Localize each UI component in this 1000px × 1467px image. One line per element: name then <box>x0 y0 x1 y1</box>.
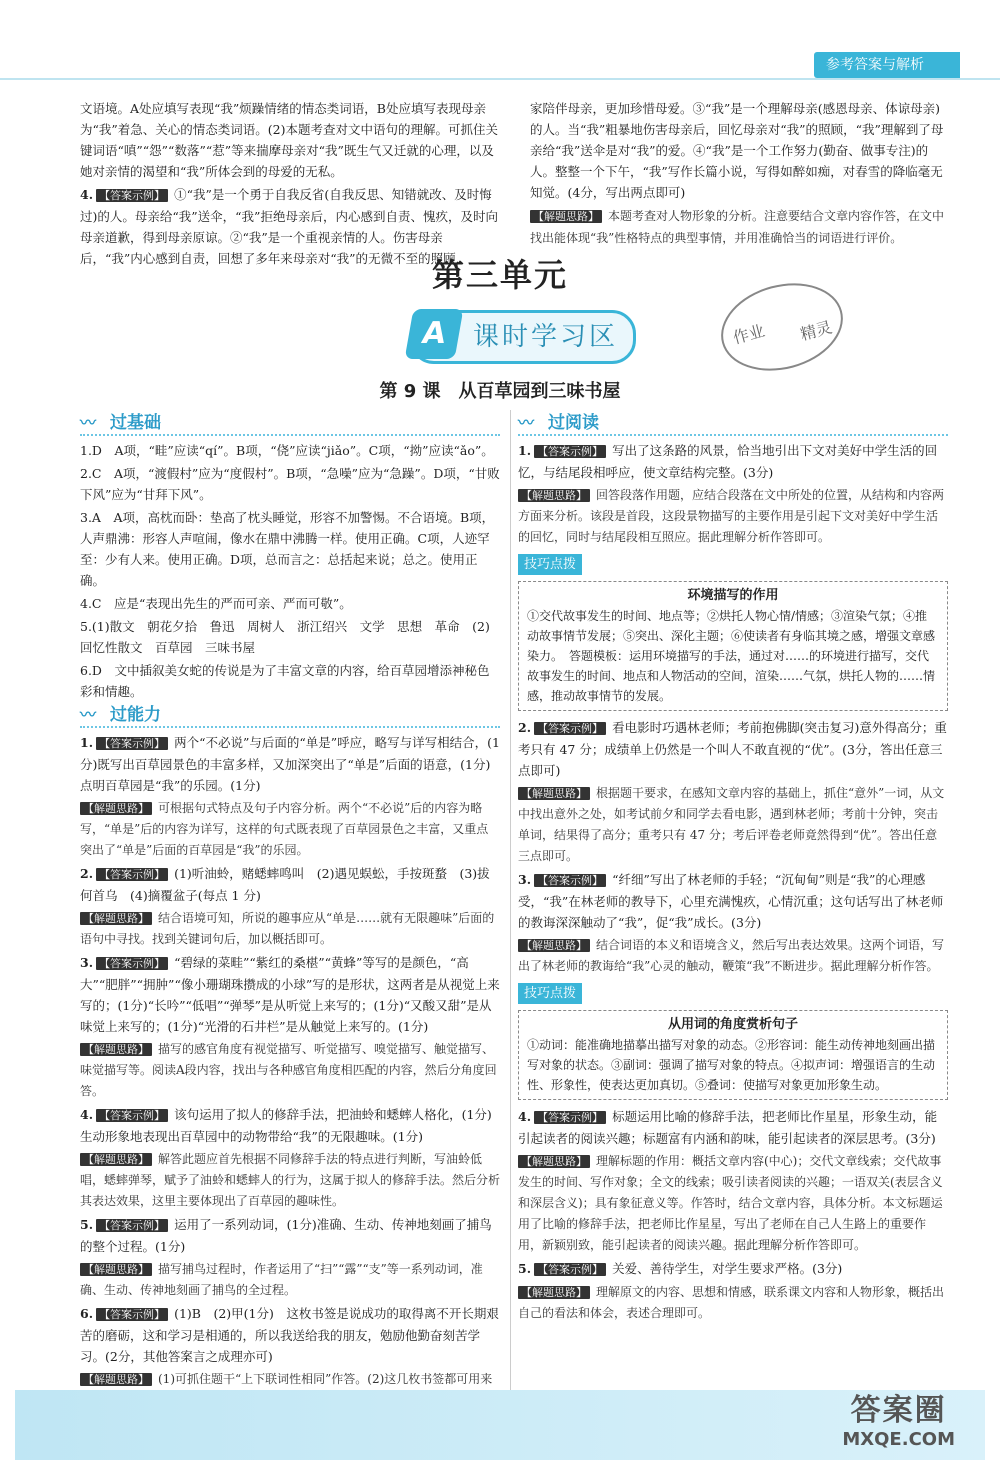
lesson-title: 第 9 课 从百草园到三味书屋 <box>379 381 621 402</box>
zone-letter: A <box>405 309 464 359</box>
watermark: 答案圈 MXQE.COM <box>842 1393 955 1450</box>
top-right-text: 家陪伴母亲，更加珍惜母爱。③“我”是一个理解母亲(感恩母亲、体谅母亲)的人。当“我”粗暴地伤害母亲后，回忆母亲对“我”的照顾，“我”理解到了母亲给“我”送伞是对“我”的爱。④“我”是一个工作努力(勤奋、做事专注)的人。整整一个下午，“我”写作长篇小说，写得如醉如痴，对春雪的降临毫无知觉。(4分，写出两点即可) <box>530 101 944 200</box>
section-basics: 〰 过基础 <box>80 412 500 436</box>
footer-band <box>15 1390 985 1460</box>
reading-q1: 1. 【答案示例】 写出了这条路的风景，恰当地引出下文对美好中学生活的回忆，与结尾段相呼应，使文章结构完整。(3分) <box>518 443 938 480</box>
basic-item: 1.D A项，“畦”应读“qí”。B项，“侥”应读“jiǎo”。C项，“拗”应读“ǎo”。 <box>80 443 494 458</box>
section-ability: 〰 过能力 <box>80 704 500 728</box>
ability-q1-exp: 【解题思路】 可根据句式特点及句子内容分析。两个“不必说”后的内容为略写，“单是”后的内容为详写，这样的句式既表现了百草园景色之丰富，又重点突出了“单是”后面的百草园是“我”的乐园。 <box>80 801 489 857</box>
column-divider <box>510 410 511 1390</box>
ability-q5: 5. 【答案示例】 运用了一系列动词，(1分)准确、生动、传神地刻画了捕鸟的整个过程。(1分) <box>80 1217 492 1254</box>
reading-q2-exp: 【解题思路】 根据题干要求，在感知文章内容的基础上，抓住“意外”一词，从文中找出意外之处，如考试前夕和同学去看电影，遇到林老师；考前十分钟，突击单词，结果得了高分；重考只有 47 分；考后评卷老师竟然得到“优”。答出任意三点即可。 <box>518 786 945 863</box>
top-left-text: 文语境。A处应填写表现“我”烦躁情绪的情态类词语，B处应填写表现母亲为“我”着急、关心的情态类词语。(2)本题考查对文中语句的理解。可抓住关键词语“嗔”“怨”“数落”“惹”等来揣摩母亲对“我”既生气又迁就的心理，以及她对亲情的渴望和“我”所体会到的母爱的无私。 <box>80 101 498 179</box>
left-column <box>80 410 500 1413</box>
reading-q2: 2. 【答案示例】 看电影时巧遇林老师；考前抱佛脚(突击复习)意外得高分；重考只有 47 分；成绩单上仍然是一个叫人不敢直视的“优”。(3分，答出任意三点即可) <box>518 720 947 778</box>
top-right-explain: 【解题思路】 本题考查对人物形象的分析。注意要结合文章内容作答，在文中找出能体现“我”性格特点的典型事情，并用准确恰当的词语进行评价。 <box>530 209 945 245</box>
tip-badge: 技巧点拨 <box>518 554 582 575</box>
study-zone-banner <box>410 310 636 364</box>
homework-stamp: 作业 精灵 <box>711 270 853 383</box>
header-tab: 参考答案与解析 <box>814 52 960 78</box>
basic-item: 4.C 应是“表现出先生的严而可亲、严而可敬”。 <box>80 596 352 611</box>
ability-q4-exp: 【解题思路】 解答此题应首先根据不同修辞手法的特点进行判断，写油蛉低唱，蟋蟀弹琴，赋予了油蛉和蟋蟀人的行为，这属于拟人的修辞手法。然后分析其表达效果，这里主要体现出了百草园的趣味性。 <box>80 1152 501 1208</box>
top-left-column <box>80 98 505 271</box>
zone-label: 课时学习区 <box>473 322 619 352</box>
reading-q1-exp: 【解题思路】 回答段落作用题，应结合段落在文中所处的位置，从结构和内容两方面来分析。该段是首段，这段景物描写的主要作用是引起下文对美好中学生活的回忆，同时与结尾段相互照应。据此理解分析作答即可。 <box>518 488 945 544</box>
basic-item: 5.(1)散文 朝花夕拾 鲁迅 周树人 浙江绍兴 文学 思想 革命 (2)回忆性散文 百草园 三味书屋 <box>80 619 490 655</box>
top-left-q4: 4. 【答案示例】 ①“我”是一个勇于自我反省(自我反思、知错就改、及时悔过)的人。母亲给“我”送伞，“我”拒绝母亲后，内心感到自责、愧疚，及时向母亲道歉，得到母亲原谅。②“我”是一个重视亲情的人。伤害母亲后，“我”内心感到自责，回想了多年来母亲对“我”的无微不至的照顾， <box>80 187 498 266</box>
basic-item: 6.D 文中插叙美女蛇的传说是为了丰富文章的内容，给百草园增添神秘色彩和情趣。 <box>80 663 490 699</box>
reading-q5: 5. 【答案示例】 关爱、善待学生，对学生要求严格。(3分) <box>518 1261 843 1276</box>
ability-q4: 4. 【答案示例】 该句运用了拟人的修辞手法，把油蛉和蟋蟀人格化，(1分)生动形象地表现出百草园中的动物带给“我”的无限趣味。(1分) <box>80 1107 492 1144</box>
reading-q3: 3. 【答案示例】 “纤细”写出了林老师的手轻；“沉甸甸”则是“我”的心理感受，“我”在林老师的教导下，心里充满愧疚，心情沉重；这句话写出了林老师的教诲深深触动了“我”，促“我”成长。(3分) <box>518 872 944 930</box>
right-column <box>518 410 948 1326</box>
reading-q5-exp: 【解题思路】 理解原文的内容、思想和情感，联系课文内容和人物形象，概括出自己的看法和体会，表述合理即可。 <box>518 1285 945 1320</box>
section-reading: 〰 过阅读 <box>518 412 948 436</box>
unit-title: 第三单元 <box>431 256 568 294</box>
header-divider <box>0 78 1000 80</box>
ability-q1: 1. 【答案示例】 两个“不必说”与后面的“单是”呼应，略写与详写相结合，(1分)既写出百草园景色的丰富多样，又加深突出了“单是”后面的语意，(1分)点明百草园是“我”的乐园。(1分) <box>80 735 500 793</box>
tip-box-wording: 从用词的角度赏析句子 ①动词：能准确地描摹出描写对象的动态。②形容词：能生动传神地刻画出描写对象的状态。③副词：强调了描写对象的特点。④拟声词：增强语言的生动性、形象性，使表达更加真切。⑤叠词：使描写对象更加形象生动。 <box>518 1010 948 1100</box>
ability-q6-exp: 【解题思路】 (1)可抓住题干“上下联词性相同”作答。(2)这几枚书签都可用来 <box>80 1369 500 1411</box>
tip-badge: 技巧点拨 <box>518 983 582 1004</box>
ability-q3: 3. 【答案示例】 “碧绿的菜畦”“紫红的桑椹”“黄蜂”等写的是颜色，“高大”“肥胖”“拥肿”“像小珊瑚珠攒成的小球”写的是形状，这两者是从视觉上来写的；(1分)“长吟”“低唱”“弹琴”是从听觉上来写的；(1分)“又酸又甜”是从味觉上来写的；(1分)“光滑的石井栏”是从触觉上来写的。(1分) <box>80 955 500 1034</box>
tip-box-environment: 环境描写的作用 ①交代故事发生的时间、地点等；②烘托人物心情/情感；③渲染气氛；④推动故事情节发展；⑤突出、深化主题；⑥使读者有身临其境之感，增强文章感染力。 答题模板：运用环境描写的手法，通过对……的环境进行描写，交代故事发生的时间、地点和人物活动的空间，渲染……气氛，烘托人物的……情感，推动故事情节的发展。 <box>518 581 948 711</box>
basic-item: 3.A A项，高枕而卧：垫高了枕头睡觉，形容不加警惕。不合语境。B项，人声鼎沸：形容人声喧闹，像水在鼎中沸腾一样。使用正确。C项，人迹罕至：少有人来。使用正确。D项，总而言之：总括起来说；总之。使用正确。 <box>80 510 495 588</box>
ability-q2-exp: 【解题思路】 结合语境可知，所说的趣事应从“单是……就有无限趣味”后面的语句中寻找。找到关键词句后，加以概括即可。 <box>80 911 495 946</box>
reading-q3-exp: 【解题思路】 结合词语的本义和语境含义，然后写出表达效果。这两个词语，写出了林老师的教诲给“我”心灵的触动，鞭策“我”不断进步。据此理解分析作答。 <box>518 938 945 973</box>
basic-item: 2.C A项，“渡假村”应为“度假村”。B项，“急噪”应为“急躁”。D项，“甘败下风”应为“甘拜下风”。 <box>80 466 500 502</box>
reading-q4-exp: 【解题思路】 理解标题的作用：概括文章内容(中心)；交代文章线索；交代故事发生的时间、写作对象；全文的线索；吸引读者阅读的兴趣；一语双关(表层含义和深层含义)；具有象征意义等。作答时，结合文章内容，具体分析。本文标题运用了比喻的修辞手法，把老师比作星星，写出了老师在自己人生路上的重要作用，新颖别致，能引起读者的阅读兴趣。据此理解分析作答即可。 <box>518 1154 943 1252</box>
top-right-column <box>530 98 950 251</box>
ability-q3-exp: 【解题思路】 描写的感官角度有视觉描写、听觉描写、嗅觉描写、触觉描写、味觉描写等。阅读A段内容，找出与各种感官角度相匹配的内容，然后分角度回答。 <box>80 1042 497 1098</box>
ability-q2: 2. 【答案示例】 (1)听油蛉，赌蟋蟀鸣叫 (2)遇见蜈蚣，手按斑蝥 (3)拔何首乌 (4)摘覆盆子(每点 1 分) <box>80 866 490 903</box>
ability-q5-exp: 【解题思路】 描写捕鸟过程时，作者运用了“扫”“露”“支”等一系列动词，准确、生动、传神地刻画了捕鸟的全过程。 <box>80 1262 483 1297</box>
reading-q4: 4. 【答案示例】 标题运用比喻的修辞手法，把老师比作星星，形象生动，能引起读者的阅读兴趣；标题富有内涵和韵味，能引起读者的深层思考。(3分) <box>518 1109 938 1146</box>
ability-q6: 6. 【答案示例】 (1)B (2)甲(1分) 这枚书签是说成功的取得离不开长期艰苦的磨砺，这和学习是相通的，所以我送给我的朋友，勉励他勤奋刻苦学习。(2分，其他答案言之成理亦可) <box>80 1306 499 1364</box>
